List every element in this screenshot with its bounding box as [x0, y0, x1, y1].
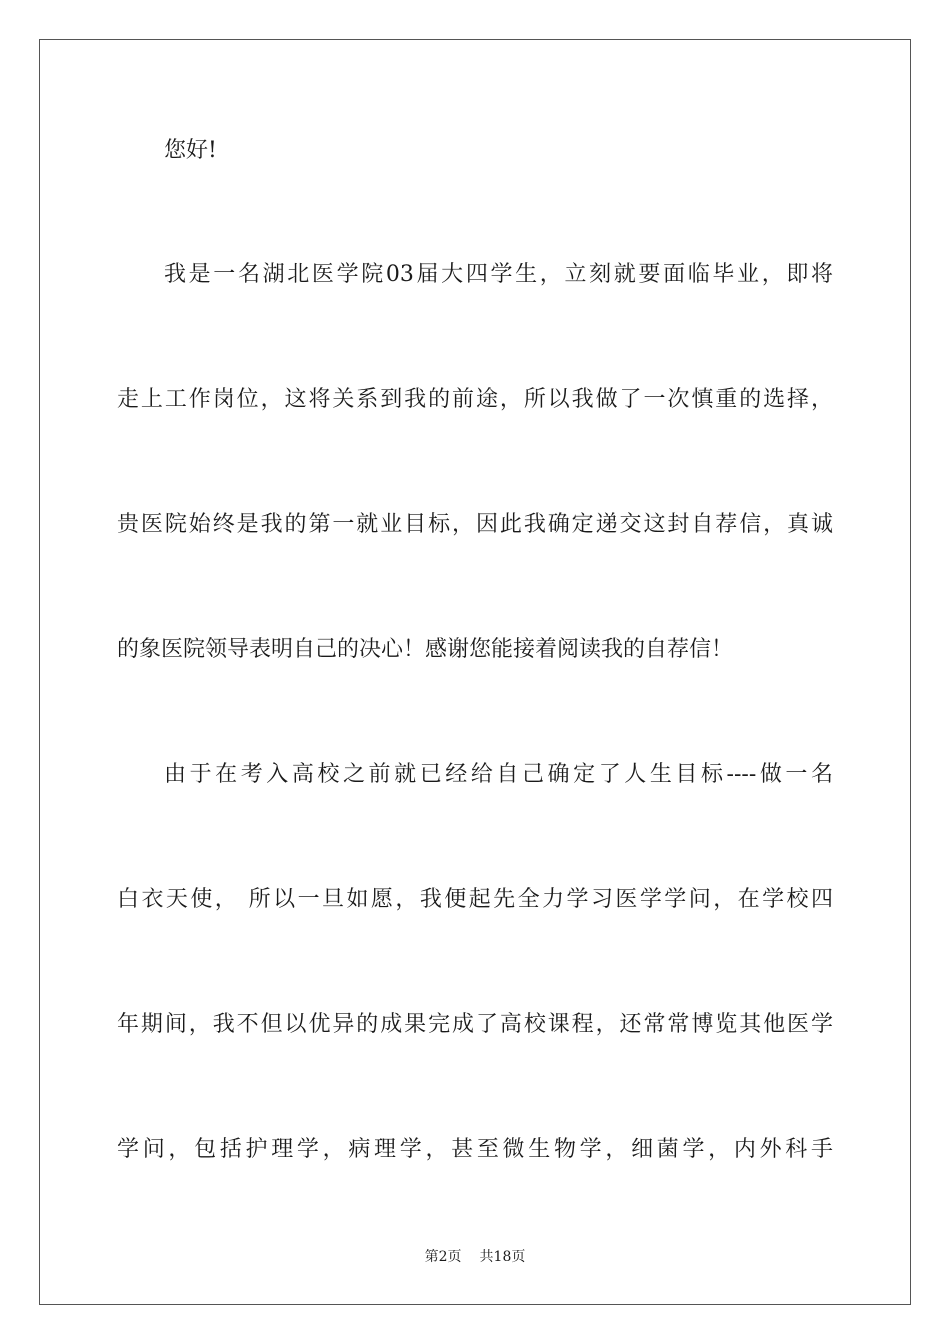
paragraph-line: 年期间，我不但以优异的成果完成了高校课程，还常常博览其他医学	[117, 1012, 833, 1037]
paragraph-line: 由于在考入高校之前就已经给自己确定了人生目标----做一名	[164, 762, 833, 787]
paragraph-line: 的象医院领导表明自己的决心！感谢您能接着阅读我的自荐信！	[117, 637, 734, 662]
page-total: 共18页	[479, 1249, 526, 1265]
paragraph-line: 走上工作岗位，这将关系到我的前途，所以我做了一次慎重的选择，	[117, 387, 833, 412]
page-number: 第2页	[424, 1249, 462, 1265]
paragraph-line: 贵医院始终是我的第一就业目标，因此我确定递交这封自荐信，真诚	[117, 512, 833, 537]
paragraph-line: 白衣天使， 所以一旦如愿，我便起先全力学习医学学问，在学校四	[117, 887, 833, 912]
paragraph-line: 我是一名湖北医学院03届大四学生，立刻就要面临毕业，即将	[164, 262, 833, 287]
greeting-line: 您好!	[164, 138, 217, 163]
page-footer	[0, 1247, 950, 1267]
paragraph-line: 学问，包括护理学，病理学，甚至微生物学，细菌学，内外科手	[117, 1137, 833, 1162]
page-frame	[39, 39, 911, 1305]
